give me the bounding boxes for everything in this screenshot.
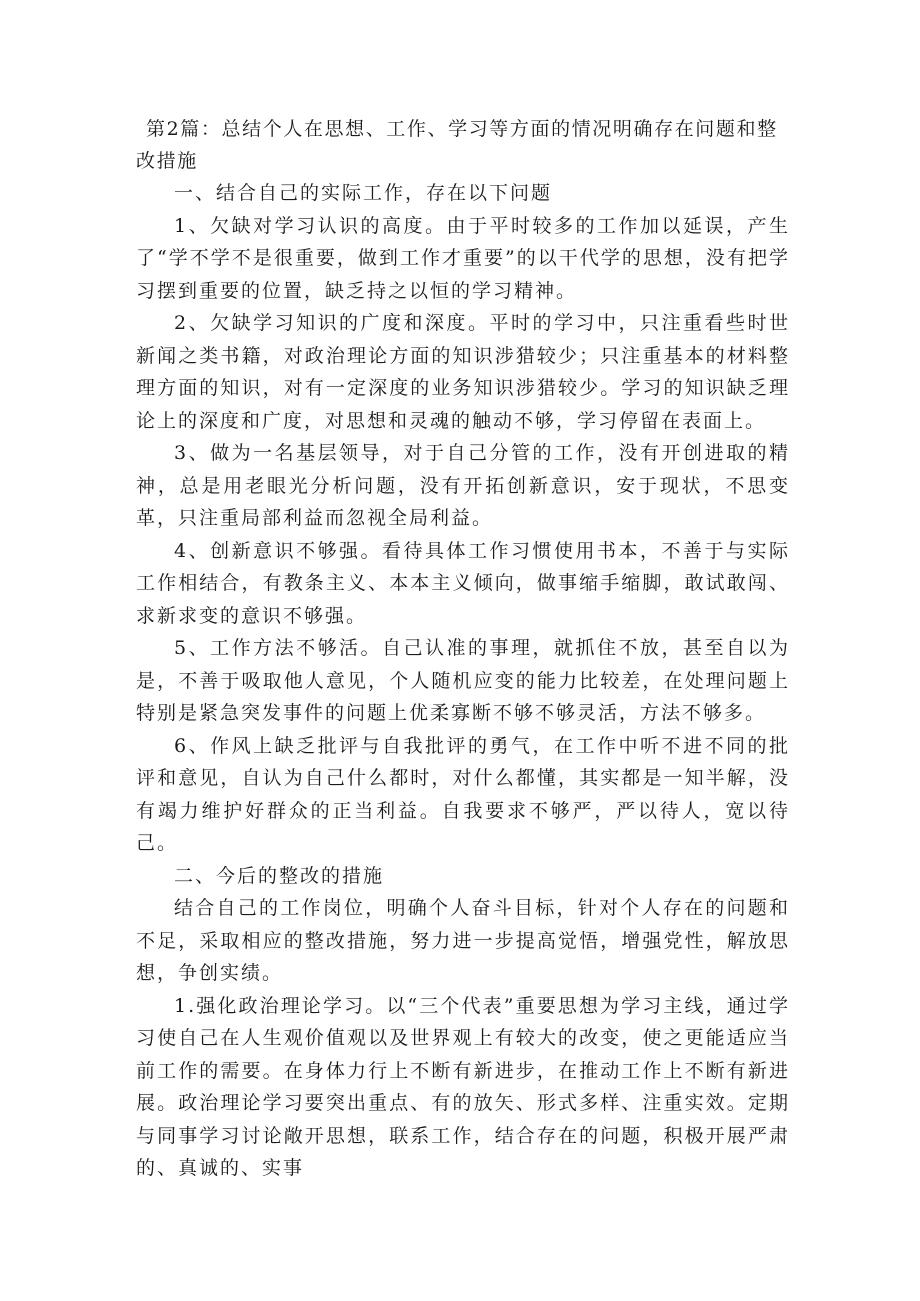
measures-intro-paragraph: 结合自己的工作岗位，明确个人奋斗目标，针对个人存在的问题和不足，采取相应的整改措施，努力进一步提高觉悟，增强党性，解放思想，争创实绩。: [136, 897, 790, 984]
problem-paragraph-1: 1、欠缺对学习认识的高度。由于平时较多的工作加以延误，产生了“学不学不是很重要，做到工作才重要”的以干代学的思想，没有把学习摆到重要的位置，缺乏持之以恒的学习精神。: [136, 214, 790, 302]
problem-paragraph-6: 6、作风上缺乏批评与自我批评的勇气，在工作中听不进不同的批评和意见，自认为自己什么都时，对什么都懂，其实都是一知半解，没有竭力维护好群众的正当利益。自我要求不够严，严以待人，宽以待己。: [136, 734, 790, 854]
problem-paragraph-3: 3、做为一名基层领导，对于自己分管的工作，没有开创进取的精神，总是用老眼光分析问题，没有开拓创新意识，安于现状，不思变革，只注重局部利益而忽视全局利益。: [136, 442, 790, 529]
section-heading-problems: 一、结合自己的实际工作，存在以下问题: [174, 182, 553, 204]
problem-paragraph-5: 5、工作方法不够活。自己认准的事理，就抓住不放，甚至自以为是，不善于吸取他人意见，个人随机应变的能力比较差，在处理问题上特别是紧急突发事件的问题上优柔寡断不够不够灵活，方法不够多。: [136, 637, 790, 724]
section-heading-measures: 二、今后的整改的措施: [174, 864, 385, 887]
document-title: 第2篇：总结个人在思想、工作、学习等方面的情况明确存在问题和整改措施: [136, 118, 778, 172]
problem-paragraph-4: 4、创新意识不够强。看待具体工作习惯使用书本，不善于与实际工作相结合，有教条主义、本本主义倾向，做事缩手缩脚，敢试敢闯、求新求变的意识不够强。: [136, 539, 790, 627]
document-body: [136, 113, 790, 1185]
problem-paragraph-2: 2、欠缺学习知识的广度和深度。平时的学习中，只注重看些时世新闻之类书籍，对政治理论方面的知识涉猎较少；只注重基本的材料整理方面的知识，对有一定深度的业务知识涉猎较少。学习的知识缺乏理论上的深度和广度，对思想和灵魂的触动不够，学习停留在表面上。: [136, 312, 790, 432]
measure-paragraph-1: 1.强化政治理论学习。以“三个代表”重要思想为学习主线，通过学习使自己在人生观价值观以及世界观上有较大的改变，使之更能适应当前工作的需要。在身体力行上不断有新进步，在推动工作上不断有新进展。政治理论学习要突出重点、有的放矢、形式多样、注重实效。定期与同事学习讨论敞开思想，联系工作，结合存在的问题，积极开展严肃的、真诚的、实事: [136, 994, 790, 1179]
